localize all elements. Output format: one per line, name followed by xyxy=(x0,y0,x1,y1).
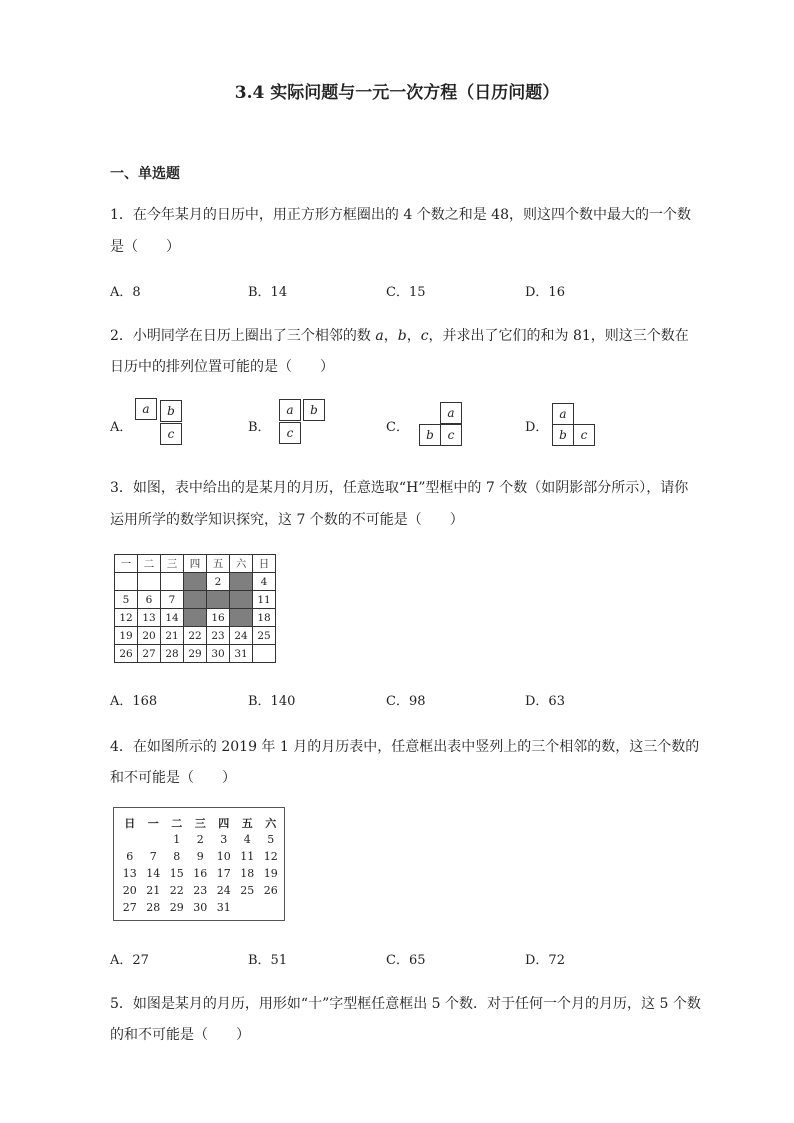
q2-b-box-b: b xyxy=(303,399,325,421)
q4-cell: 29 xyxy=(169,901,184,914)
q2-text-part2: ，并求出了它们的和为 81，则这三个数在 xyxy=(428,328,689,344)
q3-option-c: C．98 xyxy=(386,694,426,709)
q3-cell: 13 xyxy=(138,609,161,627)
q2-d-box-c: c xyxy=(573,424,595,446)
q4-calendar-table xyxy=(118,814,283,916)
q4-cell: 27 xyxy=(122,901,137,914)
q4-option-a: A．27 xyxy=(110,953,149,968)
q5-text-line2: 的和不可能是（ ） xyxy=(110,1027,250,1043)
q3-cell: 26 xyxy=(115,645,138,663)
q2-option-c-label: C． xyxy=(386,420,409,435)
q3-cell: 30 xyxy=(207,645,230,663)
q3-calendar-row xyxy=(115,645,276,663)
q4-cell: 20 xyxy=(122,884,137,897)
q3-shaded-cell xyxy=(184,609,207,627)
q4-header-cell: 日 xyxy=(124,816,136,830)
q4-calendar-row xyxy=(118,899,283,916)
q3-cell: 14 xyxy=(161,609,184,627)
q3-calendar-row xyxy=(115,609,276,627)
q4-cell: 13 xyxy=(122,867,137,880)
q4-cell: 25 xyxy=(240,884,255,897)
q3-cell xyxy=(161,573,184,591)
q2-a-box-b: b xyxy=(160,400,182,422)
q2-c-box-c: c xyxy=(440,424,462,446)
q2-var-c: c xyxy=(420,328,429,344)
q4-cell: 1 xyxy=(173,833,181,846)
q2-a-box-a: a xyxy=(135,398,157,420)
q3-text-line1: 3．如图，表中给出的是某月的月历，任意选取“H”型框中的 7 个数（如阴影部分所示），请你 xyxy=(110,480,689,496)
q4-cell: 9 xyxy=(196,850,204,863)
q3-cell xyxy=(138,573,161,591)
q4-calendar-frame xyxy=(113,807,285,921)
q3-option-a: A．168 xyxy=(110,694,158,709)
q3-cell: 18 xyxy=(253,609,276,627)
q2-sep1: ， xyxy=(383,328,398,344)
q4-cell: 26 xyxy=(263,884,278,897)
q4-cell xyxy=(142,831,166,848)
q4-cell: 4 xyxy=(243,833,251,846)
q3-header-cell: 三 xyxy=(161,555,184,573)
q4-header-cell: 三 xyxy=(194,816,206,830)
q3-cell: 16 xyxy=(207,609,230,627)
q3-cell: 20 xyxy=(138,627,161,645)
q5-text-line1: 5．如图是某月的月历，用形如“十”字型框任意框出 5 个数．对于任何一个月的月历，这 5 个数 xyxy=(110,996,701,1012)
q4-cell: 8 xyxy=(173,850,181,863)
q4-cell: 15 xyxy=(169,867,184,880)
q4-header-cell: 五 xyxy=(241,816,253,830)
q1-option-b: B．14 xyxy=(248,285,288,300)
q3-cell: 22 xyxy=(184,627,207,645)
q2-b-box-a: a xyxy=(279,399,301,421)
q2-option-d-label: D． xyxy=(525,420,549,435)
section-heading: 一、单选题 xyxy=(110,166,180,182)
q3-cell: 24 xyxy=(230,627,253,645)
q3-cell: 21 xyxy=(161,627,184,645)
q3-header-cell: 五 xyxy=(207,555,230,573)
q3-calendar-row xyxy=(115,573,276,591)
q3-header-cell: 二 xyxy=(138,555,161,573)
q4-cell: 16 xyxy=(193,867,208,880)
q3-header-cell: 四 xyxy=(184,555,207,573)
q3-cell xyxy=(253,645,276,663)
q4-cell xyxy=(236,899,260,916)
q4-cell: 22 xyxy=(169,884,184,897)
q2-sep2: ， xyxy=(406,328,421,344)
q3-shaded-cell xyxy=(230,591,253,609)
q4-calendar-row xyxy=(118,882,283,899)
q4-cell: 28 xyxy=(146,901,161,914)
q4-option-c: C．65 xyxy=(386,953,426,968)
q3-header-cell: 六 xyxy=(230,555,253,573)
q3-cell: 6 xyxy=(138,591,161,609)
q2-option-a-label: A． xyxy=(110,420,133,435)
q3-shaded-cell xyxy=(230,609,253,627)
q1-text-line1: 1．在今年某月的日历中，用正方形方框圈出的 4 个数之和是 48，则这四个数中最大的一个数 xyxy=(110,207,691,223)
q4-cell: 23 xyxy=(193,884,208,897)
q3-cell: 5 xyxy=(115,591,138,609)
q1-text-line2: 是（ ） xyxy=(110,239,180,255)
q1-option-c: C．15 xyxy=(386,285,426,300)
q4-header-cell: 二 xyxy=(171,816,183,830)
q4-calendar-row xyxy=(118,831,283,848)
q4-cell: 31 xyxy=(216,901,231,914)
q4-header-cell: 六 xyxy=(265,816,277,830)
q3-cell: 12 xyxy=(115,609,138,627)
q2-var-a: a xyxy=(375,328,384,344)
q2-var-b: b xyxy=(397,328,407,344)
q3-cell: 25 xyxy=(253,627,276,645)
q4-option-b: B．51 xyxy=(248,953,288,968)
q3-calendar-row xyxy=(115,627,276,645)
q4-option-d: D．72 xyxy=(525,953,565,968)
q1-option-a: A．8 xyxy=(110,285,141,300)
q3-header-cell: 日 xyxy=(253,555,276,573)
q3-cell: 4 xyxy=(253,573,276,591)
q4-cell: 10 xyxy=(216,850,231,863)
q3-cell: 31 xyxy=(230,645,253,663)
q4-cell: 21 xyxy=(146,884,161,897)
q2-d-box-a: a xyxy=(552,403,574,425)
q3-cell: 28 xyxy=(161,645,184,663)
q2-c-box-b: b xyxy=(419,424,441,446)
q2-text-part1: 2．小明同学在日历上圈出了三个相邻的数 xyxy=(110,328,376,344)
q4-text-line1: 4．在如图所示的 2019 年 1 月的月历表中，任意框出表中竖列上的三个相邻的数，这三个数的 xyxy=(110,739,700,755)
q4-cell: 17 xyxy=(216,867,231,880)
q4-header-cell: 一 xyxy=(147,816,159,830)
q1-option-d: D．16 xyxy=(525,285,565,300)
q4-cell: 12 xyxy=(263,850,278,863)
q4-calendar-header-row xyxy=(118,814,283,831)
q4-calendar-row xyxy=(118,848,283,865)
q2-c-box-a: a xyxy=(440,402,462,424)
q2-d-box-b: b xyxy=(552,424,574,446)
q3-calendar-table xyxy=(114,554,276,663)
q3-text-line2: 运用所学的数学知识探究，这 7 个数的不可能是（ ） xyxy=(110,512,464,528)
q4-cell: 30 xyxy=(193,901,208,914)
q3-cell: 27 xyxy=(138,645,161,663)
q4-cell: 19 xyxy=(263,867,278,880)
q2-text-line1 xyxy=(110,325,689,345)
q3-option-b: B．140 xyxy=(248,694,296,709)
q3-shaded-cell xyxy=(184,573,207,591)
q4-calendar-row xyxy=(118,865,283,882)
q3-calendar-row xyxy=(115,591,276,609)
q2-a-box-c: c xyxy=(160,423,182,445)
q3-cell: 19 xyxy=(115,627,138,645)
q3-header-cell: 一 xyxy=(115,555,138,573)
q4-cell: 6 xyxy=(126,850,134,863)
q4-cell: 7 xyxy=(149,850,157,863)
q3-shaded-cell xyxy=(207,591,230,609)
q3-cell: 7 xyxy=(161,591,184,609)
q3-cell: 23 xyxy=(207,627,230,645)
q3-option-d: D．63 xyxy=(525,694,565,709)
q3-cell: 29 xyxy=(184,645,207,663)
q4-cell: 18 xyxy=(240,867,255,880)
q3-cell xyxy=(115,573,138,591)
q4-cell xyxy=(259,899,283,916)
q3-calendar-header-row xyxy=(115,555,276,573)
q4-text-line2: 和不可能是（ ） xyxy=(110,770,236,786)
q3-shaded-cell xyxy=(230,573,253,591)
page-title: 3.4 实际问题与一元一次方程（日历问题） xyxy=(234,83,560,103)
q2-option-b-label: B． xyxy=(248,420,271,435)
q2-b-box-c: c xyxy=(279,422,301,444)
q4-cell: 11 xyxy=(240,850,255,863)
q4-header-cell: 四 xyxy=(218,816,230,830)
q3-cell: 11 xyxy=(253,591,276,609)
q4-cell: 2 xyxy=(196,833,204,846)
q4-cell: 14 xyxy=(146,867,161,880)
q2-text-line2: 日历中的排列位置可能的是（ ） xyxy=(110,359,334,375)
q3-shaded-cell xyxy=(184,591,207,609)
q4-cell: 24 xyxy=(216,884,231,897)
q4-cell: 5 xyxy=(267,833,275,846)
q4-cell: 3 xyxy=(220,833,228,846)
q4-cell xyxy=(118,831,142,848)
q3-cell: 2 xyxy=(207,573,230,591)
